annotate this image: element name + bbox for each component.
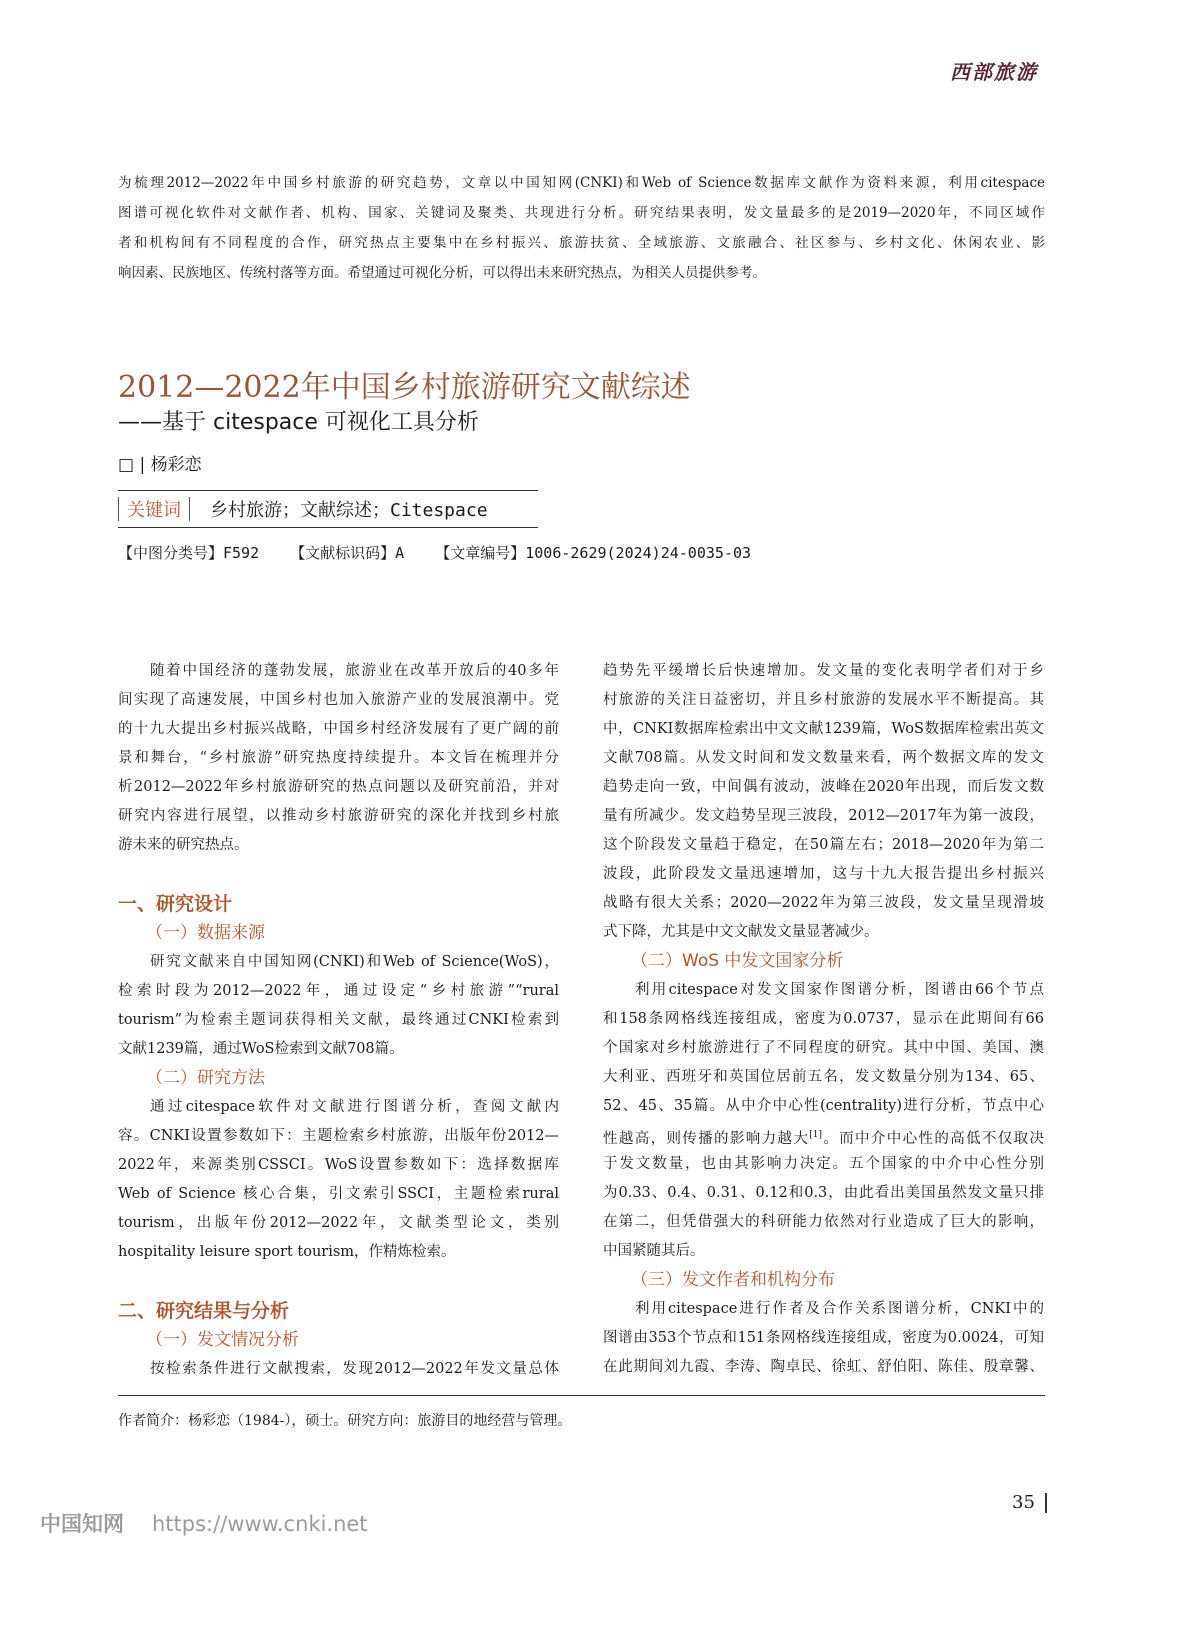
body-line: 为0.33、0.4、0.31、0.12和0.3，由此看出美国虽然发文量只排 <box>603 1185 1044 1201</box>
classification-row <box>118 542 773 563</box>
keywords-top-rule <box>118 490 538 491</box>
article-title: 2012—2022年中国乡村旅游研究文献综述 <box>118 370 691 405</box>
keywords-bottom-rule <box>118 527 538 528</box>
body-line: 在第二，但凭借强大的科研能力依然对行业造成了巨大的影响， <box>603 1214 1044 1230</box>
body-line: 52、45、35篇。从中介中心性(centrality)进行分析，节点中心 <box>603 1098 1044 1114</box>
body-line: 随着中国经济的蓬勃发展，旅游业在改革开放后的40多年 <box>150 663 559 679</box>
body-line: 性越高，则传播的影响力越大[1]。而中介中心性的高低不仅取决 <box>603 1130 1044 1147</box>
body-line: 文献1239篇，通过WoS检索到文献708篇。 <box>118 1041 404 1057</box>
body-line: 这个阶段发文量趋于稳定，在50篇左右；2018—2020年为第二 <box>603 837 1044 853</box>
abstract-line: 者和机构间有不同程度的合作，研究热点主要集中在乡村振兴、旅游扶贫、全域旅游、文旅融合、社区参与、乡村文化、休闲农业、影 <box>118 235 1045 251</box>
body-line: 量有所减少。发文趋势呈现三波段，2012—2017年为第一波段， <box>603 808 1044 824</box>
watermark-brand: 中国知网 <box>40 1512 124 1536</box>
abstract-line: 为梳理2012—2022年中国乡村旅游的研究趋势，文章以中国知网(CNKI)和Web of Science数据库文献作为资料来源，利用citespace <box>118 175 1045 191</box>
article-number: 【文章编号】1006-2629(2024)24-0035-03 <box>435 544 752 562</box>
body-line: 在此期间刘九霞、李涛、陶卓民、徐虹、舒伯阳、陈佳、殷章馨、 <box>603 1359 1044 1375</box>
right-column <box>603 657 1044 1382</box>
body-line: 按检索条件进行文献搜索，发现2012—2022年发文量总体 <box>150 1361 559 1377</box>
watermark-url: https://www.cnki.net <box>152 1512 368 1536</box>
footnote-rule <box>118 1395 1045 1396</box>
body-line: 间实现了高速发展，中国乡村也加入旅游产业的发展浪潮中。党 <box>118 692 559 708</box>
body-line: 利用citespace进行作者及合作关系图谱分析，CNKI中的 <box>635 1301 1044 1317</box>
body-line: 检索时段为2012—2022年，通过设定“乡村旅游”“rural <box>118 983 559 999</box>
divider <box>1045 1493 1047 1513</box>
body-line: 研究内容进行展望，以推动乡村旅游研究的深化并找到乡村旅 <box>118 808 559 824</box>
body-line: 2022年，来源类别CSSCI。WoS设置参数如下：选择数据库 <box>118 1157 559 1173</box>
body-line: 析2012—2022年乡村旅游研究的热点问题以及研究前沿，并对 <box>118 779 559 795</box>
classification-number: 【中图分类号】F592 <box>118 544 260 562</box>
body-line: 文献708篇。从发文时间和发文数量来看，两个数据文库的发文 <box>603 750 1044 766</box>
body-line: 个国家对乡村旅游进行了不同程度的研究。其中中国、美国、澳 <box>603 1040 1044 1056</box>
divider <box>189 497 190 521</box>
body-line: 景和舞台，“乡村旅游”研究热度持续提升。本文旨在梳理并分 <box>118 750 559 766</box>
body-line: tourism，出版年份2012—2022年，文献类型论文，类别 <box>118 1215 559 1231</box>
abstract <box>118 168 1045 288</box>
body-line: 图谱由353个节点和151条网格线连接组成，密度为0.0024，可知 <box>603 1330 1044 1346</box>
subsection-heading: （二）研究方法 <box>146 1068 265 1088</box>
subsection-heading: （一）数据来源 <box>146 923 265 943</box>
body-line: 趋势先平缓增长后快速增加。发文量的变化表明学者们对于乡 <box>603 663 1044 679</box>
keywords-label: 关键词 <box>127 500 181 521</box>
body-line: 和158条网格线连接组成，密度为0.0737，显示在此期间有66 <box>603 1011 1044 1027</box>
article-subtitle: ——基于 citespace 可视化工具分析 <box>118 410 479 435</box>
journal-logo: 西部旅游 <box>950 60 1038 84</box>
watermark <box>40 1508 368 1538</box>
body-line: 大利亚、西班牙和英国位居前五名，发文数量分别为134、65、 <box>603 1069 1044 1085</box>
document-code: 【文献标识码】A <box>290 544 405 562</box>
body-line: 游未来的研究热点。 <box>118 837 249 853</box>
page-number-text: 35 <box>1012 1492 1035 1513</box>
keywords: 乡村旅游；文献综述；Citespace <box>210 500 488 521</box>
body-line: 村旅游的关注日益密切，并且乡村旅游的发展水平不断提高。其 <box>603 692 1044 708</box>
body-line: 中，CNKI数据库检索出中文文献1239篇，WoS数据库检索出英文 <box>603 721 1044 737</box>
body-line: hospitality leisure sport tourism，作精炼检索。 <box>118 1244 456 1260</box>
section-heading: 一、研究设计 <box>118 893 233 915</box>
subsection-heading: （二）WoS 中发文国家分析 <box>631 951 844 971</box>
subsection-heading: （一）发文情况分析 <box>146 1330 299 1350</box>
body-line: 趋势走向一致，中间偶有波动，波峰在2020年出现，而后发文数 <box>603 779 1044 795</box>
body-line: 通过citespace软件对文献进行图谱分析，查阅文献内 <box>150 1099 559 1115</box>
keywords-row <box>118 495 488 523</box>
abstract-line: 响因素、民族地区、传统村落等方面。希望通过可视化分析，可以得出未来研究热点，为相关人员提供参考。 <box>118 265 766 281</box>
divider <box>118 497 119 521</box>
body-line: 研究文献来自中国知网(CNKI)和Web of Science(WoS)， <box>150 954 559 970</box>
body-line: 波段，此阶段发文量迅速增加，这与十九大报告提出乡村振兴 <box>603 866 1044 882</box>
author: □ | 杨彩恋 <box>118 455 202 475</box>
page-number <box>1012 1492 1047 1513</box>
body-line: 利用citespace对发文国家作图谱分析，图谱由66个节点 <box>635 982 1044 998</box>
abstract-line: 图谱可视化软件对文献作者、机构、国家、关键词及聚类、共现进行分析。研究结果表明，发文量最多的是2019—2020年，不同区域作 <box>118 205 1045 221</box>
body-line: 于发文数量，也由其影响力决定。五个国家的中介中心性分别 <box>603 1156 1044 1172</box>
body-line: 战略有很大关系；2020—2022年为第三波段，发文量呈现滑坡 <box>603 895 1044 911</box>
section-heading: 二、研究结果与分析 <box>118 1300 290 1322</box>
body-line: 式下降，尤其是中文文献发文量显著减少。 <box>603 924 879 940</box>
left-column <box>118 657 559 1384</box>
author-footnote: 作者简介：杨彩恋（1984-），硕士。研究方向：旅游目的地经营与管理。 <box>118 1413 572 1429</box>
subsection-heading: （三）发文作者和机构分布 <box>631 1270 835 1290</box>
body-line: 中国紧随其后。 <box>603 1243 705 1259</box>
body-line: 的十九大提出乡村振兴战略，中国乡村经济发展有了更广阔的前 <box>118 721 559 737</box>
body-line: Web of Science 核心合集，引文索引SSCI，主题检索rural <box>118 1186 559 1202</box>
body-line: 容。CNKI设置参数如下：主题检索乡村旅游，出版年份2012— <box>118 1128 559 1144</box>
body-line: tourism”为检索主题词获得相关文献，最终通过CNKI检索到 <box>118 1012 559 1028</box>
